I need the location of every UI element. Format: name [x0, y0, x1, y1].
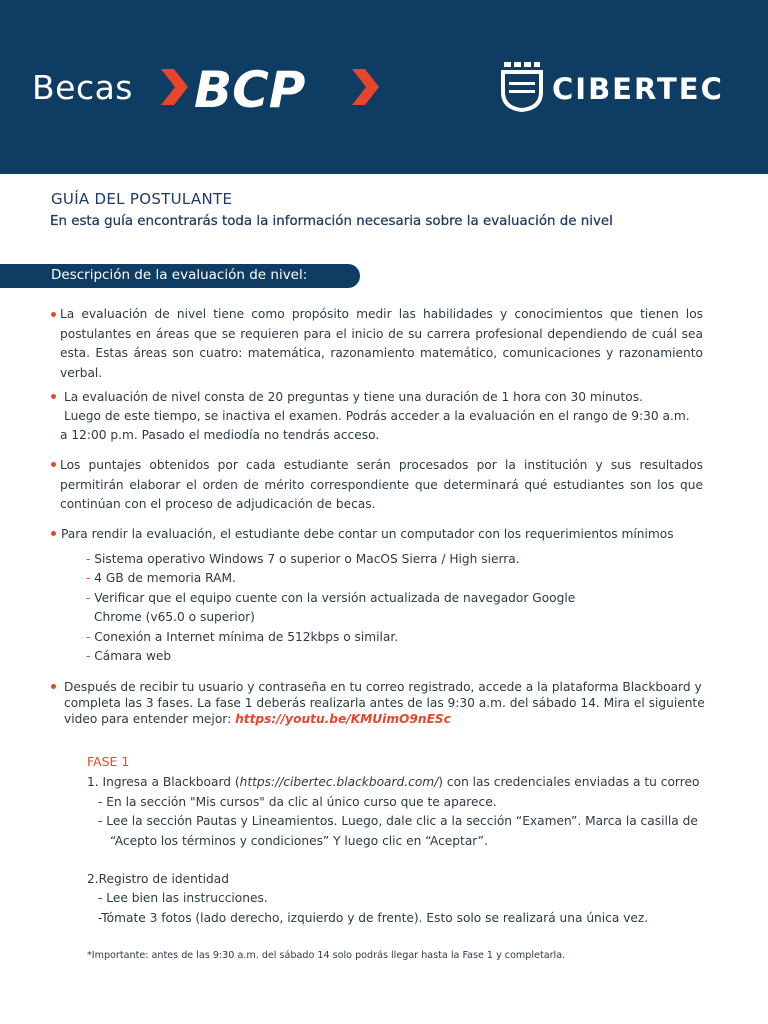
dash-icon: -: [86, 649, 91, 663]
fase-1-step-1a: - En la sección "Mis cursos" da clic al único curso que te aparece.: [98, 795, 497, 809]
requirement-text: Chrome (v65.0 o superior): [94, 610, 255, 624]
fase-1-step-2: 2.Registro de identidad: [87, 872, 229, 886]
bcp-logo-text: BCP: [194, 62, 306, 118]
bullet-2-line-2: Luego de este tiempo, se inactiva el examen. Podrás acceder a la evaluación en el rango de 9:30 a.m.: [64, 409, 690, 423]
fase-1-step-1: [87, 773, 699, 793]
bullet-5-line-3: [64, 710, 451, 730]
bcp-logo: [158, 62, 390, 118]
bullet-5-line-2: completa las 3 fases. La fase 1 deberás realizarla antes de las 9:30 a.m. del sábado 14. Mira el siguiente: [64, 696, 705, 710]
fase-1-step-1b-continued: “Acepto los términos y condiciones” Y luego clic en “Aceptar”.: [110, 834, 488, 848]
bullet-icon: [51, 312, 56, 317]
requirement-item-continued: [94, 608, 255, 628]
requirement-item: [86, 569, 236, 589]
requirement-text: Verificar que el equipo cuente con la versión actualizada de navegador Google: [94, 591, 576, 605]
bullet-icon: [51, 462, 56, 467]
fase-1-step-1b: - Lee la sección Pautas y Lineamientos. Luego, dale clic a la sección “Examen”. Marca la casilla de: [98, 814, 698, 828]
dash-icon: -: [86, 571, 91, 585]
requirement-item: [86, 647, 171, 667]
dash-icon: -: [86, 552, 91, 566]
bullet-paragraph-1: La evaluación de nivel tiene como propósito medir las habilidades y conocimientos que tienen los postulantes en áreas que se requieren para el inicio de su carrera profesional dependiendo de cuál sea esta. Estas áreas son cuatro: matemática, razonamiento matemático, comunicaciones y razonamiento verbal.: [60, 307, 703, 380]
step-1-prefix: 1. Ingresa a Blackboard (: [87, 775, 240, 789]
section-title: Descripción de la evaluación de nivel:: [51, 267, 308, 283]
bullet-icon: [51, 531, 56, 536]
bullet-icon: [51, 684, 56, 689]
bullet-2-line-1: La evaluación de nivel consta de 20 preguntas y tiene una duración de 1 hora con 30 minutos.: [64, 390, 643, 404]
dash-icon: -: [86, 591, 91, 605]
fase-1-step-2a: - Lee bien las instrucciones.: [98, 891, 268, 905]
requirement-item: [86, 550, 520, 570]
header-banner: [0, 0, 768, 174]
fase-1-label: FASE 1: [87, 754, 130, 769]
bullet-4-text: Para rendir la evaluación, el estudiante debe contar un computador con los requerimientos mínimos: [61, 527, 674, 541]
bullet-5-line-3-text: video para entender mejor:: [64, 712, 236, 726]
requirement-item: [86, 628, 398, 648]
dash-icon: -: [86, 630, 91, 644]
requirement-text: 4 GB de memoria RAM.: [94, 571, 236, 585]
guide-title: GUÍA DEL POSTULANTE: [51, 190, 233, 208]
bullet-icon: [51, 394, 56, 399]
requirement-item: [86, 589, 575, 609]
cibertec-label: CIBERTEC: [552, 72, 724, 106]
requirement-text: Conexión a Internet mínima de 512kbps o similar.: [94, 630, 399, 644]
step-1-suffix: ) con las credenciales enviadas a tu correo: [438, 775, 700, 789]
bullet-2-line-3: a 12:00 p.m. Pasado el mediodía no tendrás acceso.: [60, 428, 380, 442]
requirement-text: Cámara web: [94, 649, 172, 663]
requirement-text: Sistema operativo Windows 7 o superior o MacOS Sierra / High sierra.: [94, 552, 520, 566]
blackboard-link[interactable]: https://cibertec.blackboard.com/: [239, 775, 439, 789]
guide-subtitle: En esta guía encontrarás toda la información necesaria sobre la evaluación de nivel: [50, 214, 613, 229]
bullet-paragraph-3: Los puntajes obtenidos por cada estudiante serán procesados por la institución y sus resultados permitirán elaborar el orden de mérito correspondiente que determinará qué estudiantes son los que continúan con el proceso de adjudicación de becas.: [60, 458, 703, 511]
video-link[interactable]: https://youtu.be/KMUimO9nESc: [235, 712, 451, 726]
fase-1-step-2b: -Tómate 3 fotos (lado derecho, izquierdo y de frente). Esto solo se realizará una única vez.: [98, 911, 649, 925]
important-note: *Importante: antes de las 9:30 a.m. del sábado 14 solo podrás llegar hasta la Fase 1 y completarla.: [87, 950, 566, 961]
bullet-5-line-1: Después de recibir tu usuario y contraseña en tu correo registrado, accede a la plataforma Blackboard y: [64, 680, 702, 694]
becas-label: Becas: [32, 68, 134, 107]
